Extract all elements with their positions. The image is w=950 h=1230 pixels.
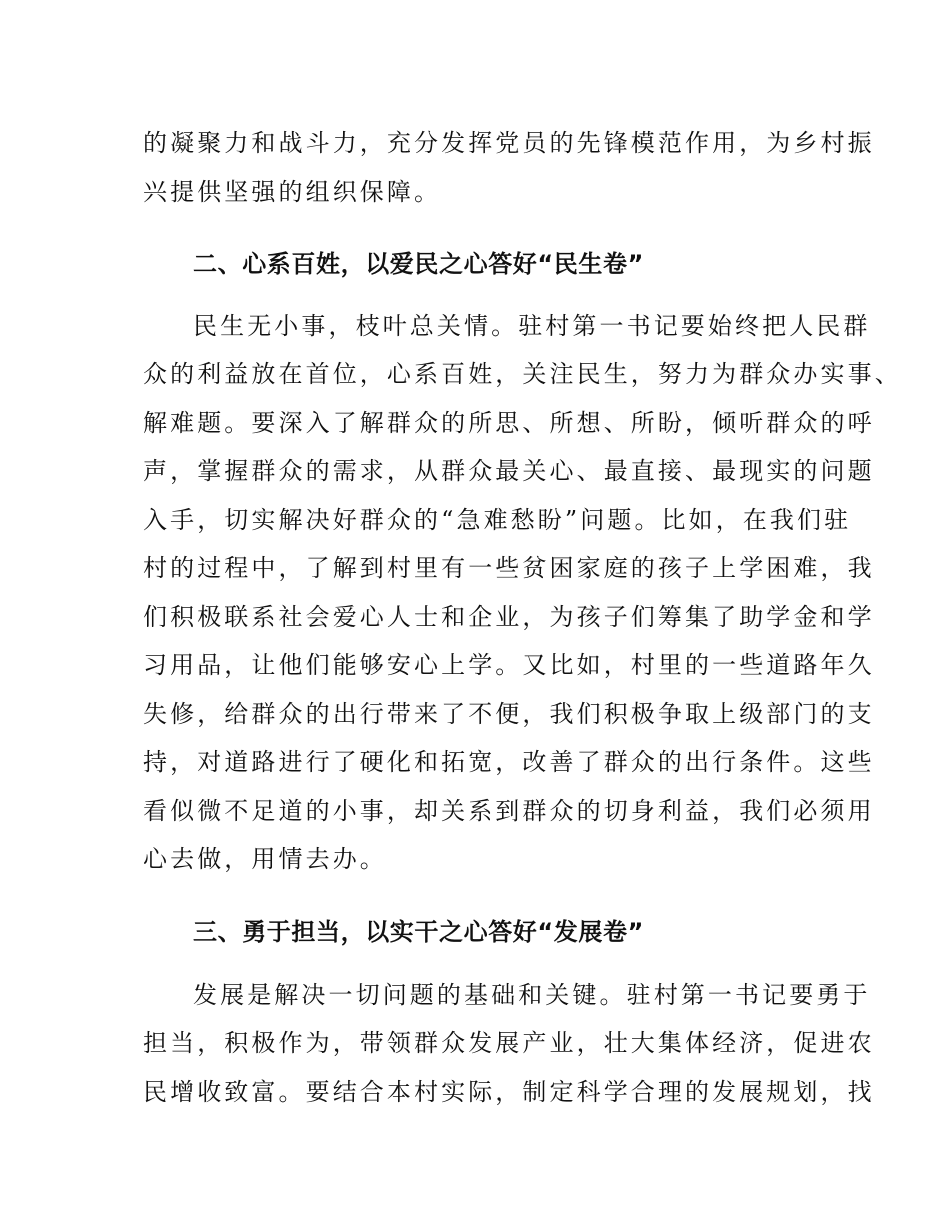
para1-line-2: 兴提供坚强的组织保障。: [143, 178, 442, 206]
para2-line-12: 心去做，用情去办。: [143, 845, 387, 873]
para2-line-6: 村的过程中，了解到村里有一些贫困家庭的孩子上学困难，我: [143, 554, 875, 582]
section-heading-2: 二、心系百姓，以爱民之心答好“民生卷”: [193, 250, 644, 278]
para2-line-10: 持，对道路进行了硬化和拓宽，改善了群众的出行条件。这些: [143, 748, 875, 776]
para2-line-8: 习用品，让他们能够安心上学。又比如，村里的一些道路年久: [143, 651, 875, 679]
para2-line-3: 解难题。要深入了解群众的所思、所想、所盼，倾听群众的呼: [143, 409, 875, 437]
para2-line-7: 们积极联系社会爱心人士和企业，为孩子们筹集了助学金和学: [143, 603, 875, 631]
section-heading-3: 三、勇于担当，以实干之心答好“发展卷”: [193, 918, 644, 946]
para1-line-1: 的凝聚力和战斗力，充分发挥党员的先锋模范作用，为乡村振: [143, 129, 875, 157]
para2-line-9: 失修，给群众的出行带来了不便，我们积极争取上级部门的支: [143, 700, 875, 728]
para2-line-11: 看似微不足道的小事，却关系到群众的切身利益，我们必须用: [143, 797, 875, 825]
para3-line-3: 民增收致富。要结合本村实际，制定科学合理的发展规划，找: [143, 1078, 875, 1106]
para3-line-1: 发展是解决一切问题的基础和关键。驻村第一书记要勇于: [193, 981, 871, 1009]
para2-line-1: 民生无小事，枝叶总关情。驻村第一书记要始终把人民群: [193, 312, 871, 340]
para2-line-4: 声，掌握群众的需求，从群众最关心、最直接、最现实的问题: [143, 457, 875, 485]
para2-line-5: 入手，切实解决好群众的“急难愁盼”问题。比如，在我们驻: [143, 506, 852, 534]
para3-line-2: 担当，积极作为，带领群众发展产业，壮大集体经济，促进农: [143, 1029, 875, 1057]
para2-line-2: 众的利益放在首位，心系百姓，关注民生，努力为群众办实事、: [143, 360, 902, 388]
